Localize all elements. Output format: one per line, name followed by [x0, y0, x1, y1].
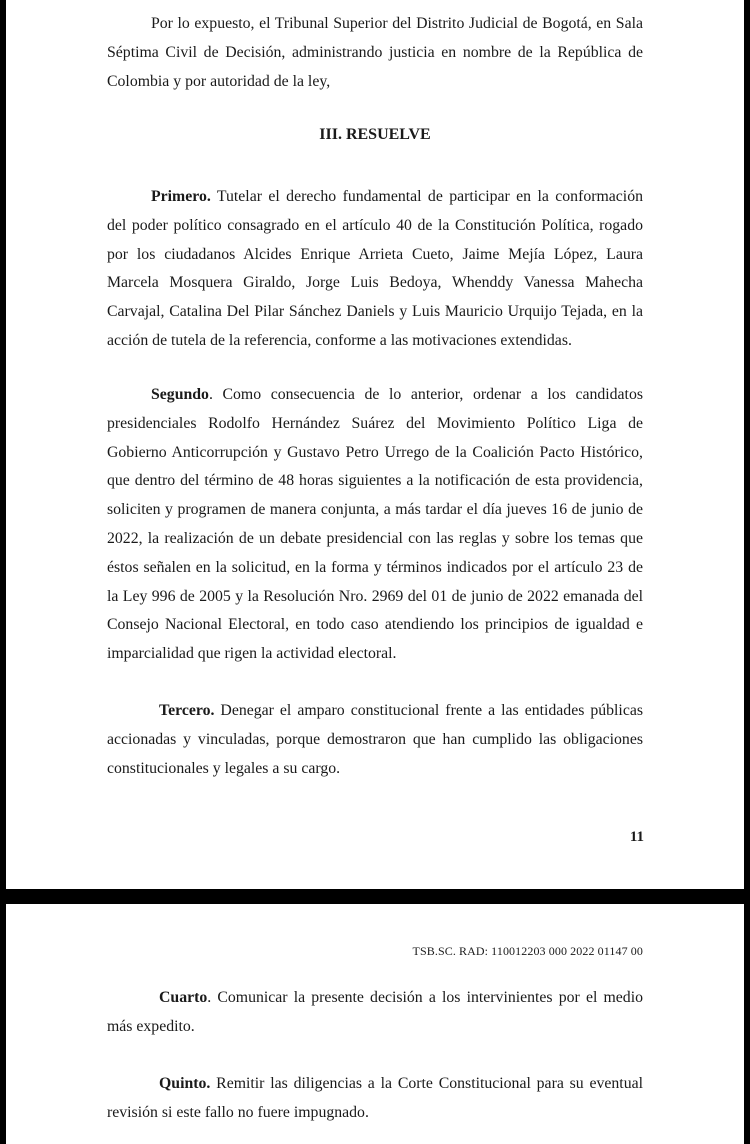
intro-paragraph: Por lo expuesto, el Tribunal Superior del Distrito Judicial de Bogotá, en Sala Séptima Civil de Decisión, administrando justicia en nombre de la República de Colombia y por autoridad de la ley, — [107, 15, 643, 90]
case-reference-header: TSB.SC. RAD: 110012203 000 2022 01147 00 — [412, 944, 643, 958]
cuarto-text: . Comunicar la presente decisión a los intervinientes por el medio más expedito. — [107, 989, 643, 1035]
primero-text: Tutelar el derecho fundamental de participar en la conformación del poder político consagrado en el artículo 40 de la Constitución Política, rogado por los ciudadanos Alcides Enrique Arrieta Cueto, Jaime Mejía López, Laura Marcela Mosquera Giraldo, Jorge Luis Bedoya, Whenddy Vanessa Mahecha Carvajal, Catalina Del Pilar Sánchez Daniels y Luis Mauricio Urquijo Tejada, en la acción de tutela de la referencia, conforme a las motivaciones extendidas. — [107, 188, 643, 349]
segundo-paragraph — [107, 381, 643, 669]
cuarto-paragraph — [107, 984, 643, 1042]
quinto-paragraph — [107, 1070, 643, 1128]
document-page-1 — [6, 0, 744, 889]
quinto-lead: Quinto. — [159, 1075, 211, 1092]
primero-paragraph — [107, 183, 643, 356]
document-page-2 — [6, 904, 744, 1144]
primero-lead: Primero. — [151, 188, 211, 205]
tercero-text: Denegar el amparo constitucional frente a las entidades públicas accionadas y vinculadas, porque demostraron que han cumplido las obligaciones constitucionales y legales a su cargo. — [107, 702, 643, 777]
segundo-lead: Segundo — [151, 386, 209, 403]
section-heading: III. RESUELVE — [319, 126, 431, 143]
cuarto-lead: Cuarto — [159, 989, 208, 1006]
tercero-paragraph — [107, 697, 643, 783]
quinto-text: Remitir las diligencias a la Corte Constitucional para su eventual revisión si este fallo no fuere impugnado. — [107, 1075, 643, 1121]
page-number: 11 — [629, 829, 644, 845]
segundo-text: . Como consecuencia de lo anterior, ordenar a los candidatos presidenciales Rodolfo Hernández Suárez del Movimiento Político Liga de Gobierno Anticorrupción y Gustavo Petro Urrego de la Coalición Pacto Histórico, que dentro del término de 48 horas siguientes a la notificación de esta providencia, soliciten y programen de manera conjunta, a más tardar el día jueves 16 de junio de 2022, la realización de un debate presidencial con las reglas y sobre los temas que éstos señalen en la solicitud, en la forma y términos indicados por el artículo 23 de la Ley 996 de 2005 y la Resolución Nro. 2969 del 01 de junio de 2022 emanada del Consejo Nacional Electoral, en todo caso atendiendo los principios de igualdad e imparcialidad que rigen la actividad electoral. — [107, 386, 643, 663]
tercero-lead: Tercero. — [159, 702, 215, 719]
